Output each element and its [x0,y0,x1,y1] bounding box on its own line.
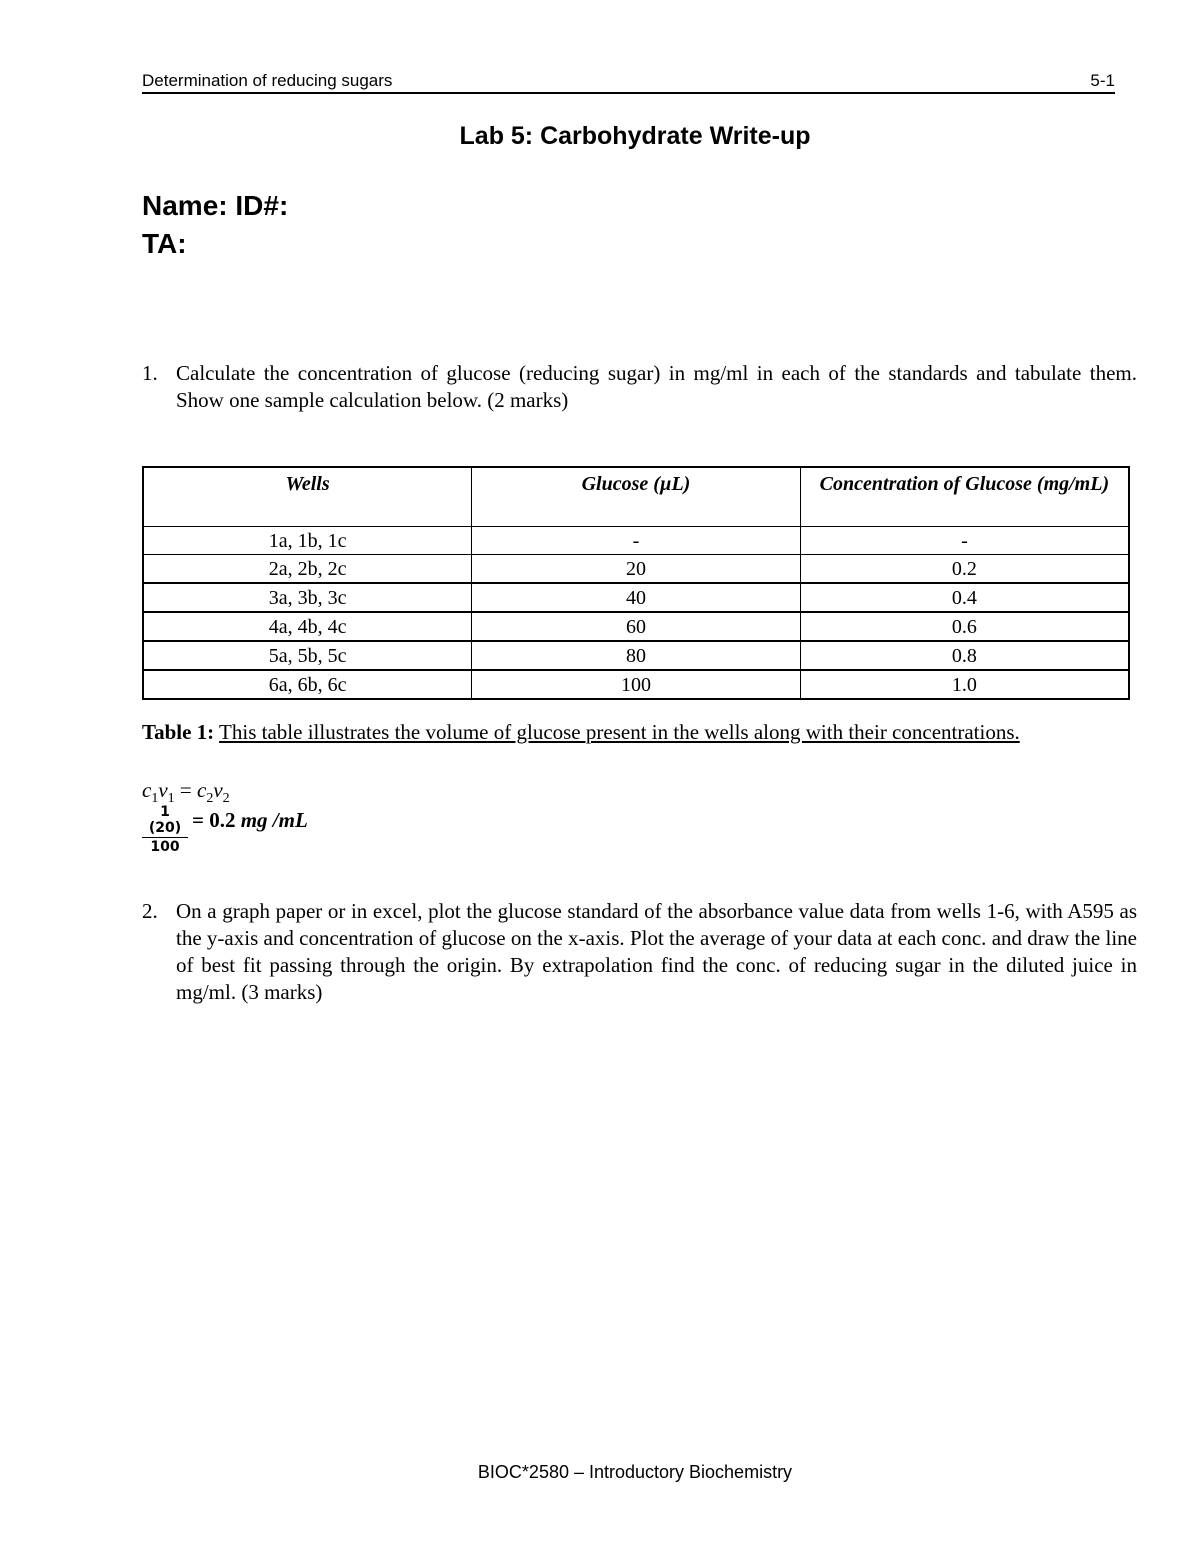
table-row [143,555,1129,584]
question-2-number: 2. [142,899,158,923]
cell-glucose-volume: 100 [472,670,801,699]
cell-wells: 4a, 4b, 4c [143,612,472,641]
cell-concentration: 0.2 [800,555,1129,584]
question-1-text: Calculate the concentration of glucose (reducing sugar) in mg/ml in each of the standards and tabulate them. Show one sample calculation below. (2 marks) [176,361,1137,412]
table-header-row [143,467,1129,527]
cell-glucose-volume: - [472,527,801,555]
table-row [143,527,1129,555]
ta-line: TA: [142,228,187,259]
eq-c2-subscript: 2 [206,791,214,807]
column-header-glucose-volume: Glucose (µL) [472,467,801,527]
cell-concentration: 0.4 [800,583,1129,612]
column-header-concentration: Concentration of Glucose (mg/mL) [800,467,1129,527]
eq-v1-subscript: 1 [167,791,175,807]
cell-concentration: - [800,527,1129,555]
running-header [142,70,1115,94]
table-caption [142,720,1020,745]
question-1-number: 1. [142,361,158,385]
glucose-standards-table [142,466,1130,700]
cell-glucose-volume: 40 [472,583,801,612]
cell-wells: 1a, 1b, 1c [143,527,472,555]
cell-glucose-volume: 60 [472,612,801,641]
cell-concentration: 1.0 [800,670,1129,699]
table-row [143,583,1129,612]
fraction-numerator: 1 (20) [142,804,188,838]
eq-c1: c [142,778,152,802]
name-id-line: Name: ID#: [142,190,289,221]
result-value: = 0.2 [192,808,241,832]
table-caption-text: This table illustrates the volume of glucose present in the wells along with their concentrations. [219,720,1020,744]
cell-glucose-volume: 80 [472,641,801,670]
result-unit: mg /mL [240,808,308,832]
page-number: 5-1 [1090,71,1115,90]
eq-v2-subscript: 2 [222,791,230,807]
eq-v2: v [213,778,223,802]
page-title: Lab 5: Carbohydrate Write-up [459,122,811,150]
question-2 [142,898,1137,1006]
cell-wells: 5a, 5b, 5c [143,641,472,670]
cell-glucose-volume: 20 [472,555,801,584]
cell-wells: 3a, 3b, 3c [143,583,472,612]
eq-equals: = [174,778,197,802]
column-header-wells: Wells [143,467,472,527]
eq-v1: v [158,778,168,802]
question-2-text: On a graph paper or in excel, plot the glucose standard of the absorbance value data from wells 1-6, with A595 as the y-axis and concentration of glucose on the x-axis. Plot the average of your data at each conc. and draw the line of best fit passing through the origin. By extrapolation find the conc. of reducing sugar in the diluted juice in mg/ml. (3 marks) [176,899,1137,1004]
cell-wells: 2a, 2b, 2c [143,555,472,584]
cell-wells: 6a, 6b, 6c [143,670,472,699]
header-left-text: Determination of reducing sugars [142,71,393,90]
eq-c2: c [197,778,207,802]
calculation-result [192,808,308,833]
table-caption-label: Table 1: [142,720,215,744]
calculation-fraction [142,804,188,855]
table-row [143,670,1129,699]
question-1 [142,360,1137,414]
table-row [143,612,1129,641]
cell-concentration: 0.6 [800,612,1129,641]
cell-concentration: 0.8 [800,641,1129,670]
table-row [143,641,1129,670]
dilution-equation [142,778,230,807]
eq-c1-subscript: 1 [151,791,159,807]
page-footer: BIOC*2580 – Introductory Biochemistry [477,1462,793,1482]
fraction-denominator: 100 [150,839,180,855]
